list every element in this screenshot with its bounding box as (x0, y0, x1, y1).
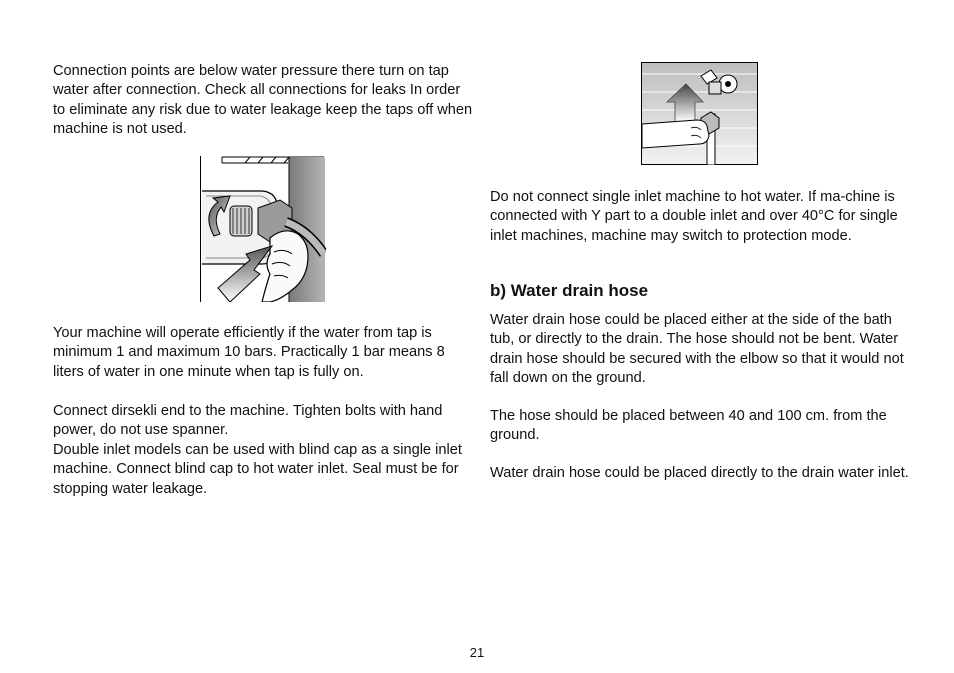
right-paragraph-4 (490, 464, 910, 483)
left-paragraph-3b-text: Double inlet models can be used with blind cap as a single inlet machine. Connect blind cap to hot water inlet. Seal must be for stopping water leakage. (53, 441, 462, 497)
right-paragraph-1-text: Do not connect single inlet machine to hot water. If ma-chine is connected with Y part to a double inlet and over 40°C for single inlet machines, machine may switch to protection mode. (490, 189, 898, 244)
left-paragraph-2 (53, 324, 473, 382)
right-paragraph-3 (490, 407, 910, 446)
left-paragraph-3 (53, 402, 473, 499)
left-paragraph-1-text: Connection points are below water pressure there turn on tap water after connection. Check all connections for leaks In order to eliminate any risk due to water leakage keep the taps off when machine is not used. (53, 63, 473, 138)
right-paragraph-2-text: Water drain hose could be placed either at the side of the bath tub, or directly to the drain. The hose should not be bent. Water drain hose should be secured with the elbow so that it would not fall down on the ground. (490, 312, 904, 387)
tap-illustration (641, 62, 758, 165)
left-paragraph-3a-text: Connect dirsekli end to the machine. Tighten bolts with hand power, do not use spanner. (53, 403, 443, 439)
left-paragraph-1 (53, 62, 473, 140)
right-paragraph-2 (490, 311, 910, 389)
page-number: 21 (469, 645, 485, 660)
right-paragraph-3-text: The hose should be placed between 40 and 100 cm. from the ground. (490, 408, 887, 444)
right-paragraph-4-text: Water drain hose could be placed directly to the drain water inlet. (490, 465, 909, 481)
section-heading-water-drain-hose: b) Water drain hose (490, 281, 649, 300)
left-paragraph-2-text: Your machine will operate efficiently if the water from tap is minimum 1 and maximum 10 bars. Practically 1 bar means 8 liters of water in one minute when tap is fully on. (53, 325, 445, 380)
hose-connection-illustration (200, 156, 326, 302)
right-paragraph-1 (490, 188, 910, 246)
